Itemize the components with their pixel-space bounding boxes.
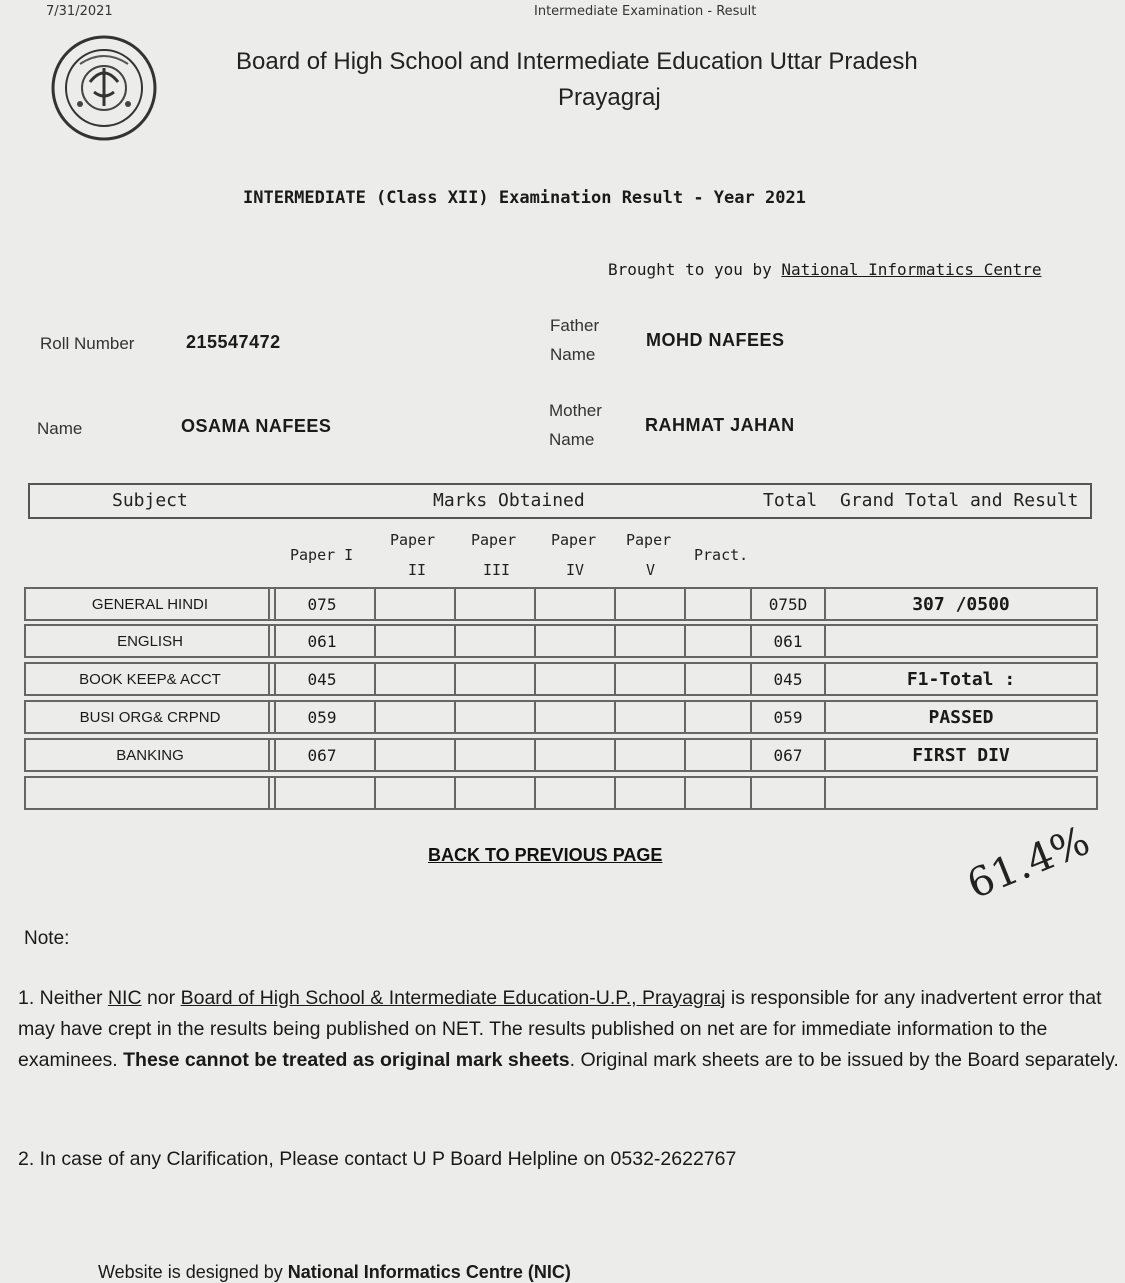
cell-empty (454, 776, 536, 810)
father-name-label-line2: Name (550, 345, 596, 364)
cell-result: PASSED (824, 700, 1098, 734)
subheader-paper4-a: Paper (551, 531, 597, 549)
cell-total: 067 (750, 738, 826, 772)
header-grand-total-result: Grand Total and Result (840, 490, 1079, 511)
mother-name-value: RAHMAT JAHAN (645, 415, 795, 435)
cell-paper1: 075 (268, 587, 376, 621)
table-row (16, 776, 1098, 810)
father-name-label-line1: Father (550, 316, 600, 335)
cell-empty (684, 662, 752, 696)
table-row (16, 738, 1098, 772)
cell-empty (614, 700, 686, 734)
back-to-previous-page-link[interactable]: BACK TO PREVIOUS PAGE (428, 845, 663, 865)
board-city: Prayagraj (558, 84, 661, 111)
cell-empty (454, 587, 536, 621)
cell-empty (374, 738, 456, 772)
cell-empty (614, 662, 686, 696)
cell-subject: BOOK KEEP& ACCT (24, 662, 276, 696)
cell-empty (534, 624, 616, 658)
table-row (16, 587, 1098, 621)
cell-empty (534, 738, 616, 772)
cell-empty (614, 776, 686, 810)
cell-paper1: 059 (268, 700, 376, 734)
cell-total: 045 (750, 662, 826, 696)
header-total: Total (763, 490, 818, 511)
cell-empty (684, 738, 752, 772)
cell-result: FIRST DIV (824, 738, 1098, 772)
subheader-paper3-b: III (483, 561, 511, 579)
subheader-paper3-a: Paper (471, 531, 517, 549)
cell-paper1 (268, 776, 376, 810)
cell-paper1: 045 (268, 662, 376, 696)
cell-result: 307 /0500 (824, 587, 1098, 621)
cell-paper1: 067 (268, 738, 376, 772)
note-heading: Note: (24, 928, 70, 949)
roll-number-value: 215547472 (186, 332, 281, 352)
nic-link[interactable]: National Informatics Centre (781, 260, 1042, 279)
header-subject: Subject (112, 490, 188, 511)
father-name-value: MOHD NAFEES (646, 330, 785, 350)
cell-empty (614, 624, 686, 658)
cell-empty (454, 738, 536, 772)
board-underline: Board of High School & Intermediate Education-U.P., Prayagraj (180, 987, 726, 1009)
cell-empty (374, 587, 456, 621)
subheader-paper4-b: IV (566, 561, 585, 579)
cell-result: F1-Total : (824, 662, 1098, 696)
subheader-paper5-a: Paper (626, 531, 672, 549)
print-header-title: Intermediate Examination - Result (534, 4, 757, 19)
cell-empty (374, 624, 456, 658)
cell-subject: GENERAL HINDI (24, 587, 276, 621)
subheader-practical: Pract. (694, 546, 749, 564)
student-name-value: OSAMA NAFEES (181, 416, 332, 436)
cell-empty (374, 662, 456, 696)
brought-by-prefix: Brought to you by (608, 260, 772, 279)
subheader-paper5-b: V (646, 561, 656, 579)
cell-total: 061 (750, 624, 826, 658)
cell-total: 075D (750, 587, 826, 621)
cell-paper1: 061 (268, 624, 376, 658)
note-item-2: 2. In case of any Clarification, Please contact U P Board Helpline on 0532-2622767 (18, 1148, 737, 1170)
cell-empty (454, 700, 536, 734)
name-label: Name (37, 419, 83, 438)
cell-empty (454, 624, 536, 658)
cell-result (824, 624, 1098, 658)
cell-empty (614, 738, 686, 772)
cell-subject (24, 776, 276, 810)
cell-empty (684, 587, 752, 621)
cell-empty (534, 700, 616, 734)
board-seal-logo-icon (50, 34, 158, 142)
roll-number-label: Roll Number (40, 334, 135, 353)
cell-empty (534, 776, 616, 810)
cell-empty (684, 700, 752, 734)
brought-by-line (608, 260, 1042, 279)
mother-name-label-line1: Mother (549, 401, 602, 420)
cell-empty (534, 587, 616, 621)
cell-total: 059 (750, 700, 826, 734)
cell-empty (684, 624, 752, 658)
board-name: Board of High School and Intermediate Education Uttar Pradesh (236, 48, 918, 75)
cell-empty (534, 662, 616, 696)
note-item-1: 1. Neither NIC nor Board of High School & Intermediate Education-U.P., Prayagraj is responsible for any inadvertent error that may have crept in the results being published on NET. The results published on net are for immediate information to the examinees. These cannot be treated as original mark sheets. Original mark sheets are to be issued by the Board separately. (18, 987, 1119, 1071)
cell-total (750, 776, 826, 810)
print-date: 7/31/2021 (46, 4, 113, 19)
cell-empty (454, 662, 536, 696)
cell-empty (374, 700, 456, 734)
subheader-paper1: Paper I (290, 546, 354, 564)
table-row (16, 624, 1098, 658)
cell-subject: BUSI ORG& CRPND (24, 700, 276, 734)
subheader-paper2-b: II (408, 561, 427, 579)
cell-subject: BANKING (24, 738, 276, 772)
table-row (16, 662, 1098, 696)
nic-underline: NIC (107, 987, 142, 1009)
header-marks-obtained: Marks Obtained (433, 490, 585, 511)
table-row (16, 700, 1098, 734)
handwritten-percentage: 61.4% (961, 817, 1097, 909)
subheader-paper2-a: Paper (390, 531, 436, 549)
cell-result (824, 776, 1098, 810)
mother-name-label-line2: Name (549, 430, 595, 449)
cell-empty (684, 776, 752, 810)
footer-designed-by: Website is designed by National Informatics Centre (NIC) (98, 1262, 571, 1282)
cell-subject: ENGLISH (24, 624, 276, 658)
exam-title: INTERMEDIATE (Class XII) Examination Result - Year 2021 (243, 188, 806, 208)
cell-empty (374, 776, 456, 810)
cell-empty (614, 587, 686, 621)
